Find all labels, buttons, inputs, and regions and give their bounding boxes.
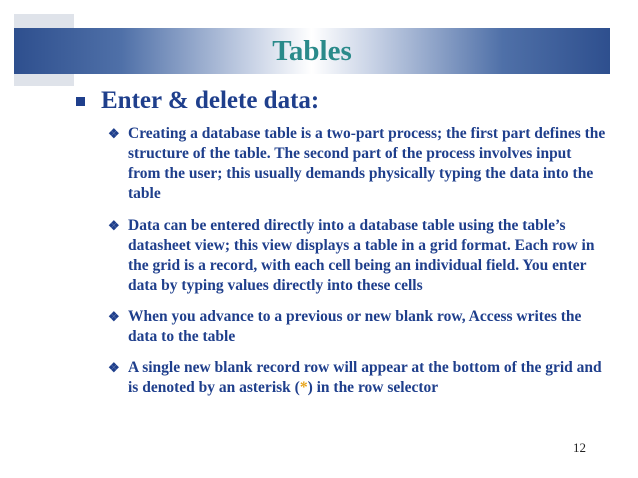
bullet-text-before: A single new blank record row will appear at the bottom of the grid and is denoted by an asterisk ( — [128, 359, 602, 396]
bullet-text: When you advance to a previous or new blank row, Access writes the data to the table — [128, 308, 582, 345]
bullet-item — [106, 124, 606, 204]
diamond-bullet-icon: ❖ — [108, 360, 120, 375]
bullet-item — [106, 358, 606, 398]
page-number: 12 — [573, 440, 586, 455]
bullet-text: Creating a database table is a two-part process; the first part defines the structure of the table. The second part of the process involves input from the user; this usually demands physically typing the data into the table — [128, 125, 606, 202]
bullet-item — [106, 307, 606, 347]
bullet-list — [106, 124, 606, 409]
slide-title: Tables — [272, 35, 352, 67]
diamond-bullet-icon: ❖ — [108, 126, 120, 141]
section-heading — [76, 84, 319, 118]
diamond-bullet-icon: ❖ — [108, 309, 120, 324]
asterisk-symbol: * — [299, 379, 308, 396]
bullet-text: Data can be entered directly into a database table using the table’s datasheet view; this view displays a table in a grid format. Each row in the grid is a record, with each cell being an individual field. You enter data by typing values directly into these cells — [128, 217, 595, 294]
square-bullet-icon — [76, 97, 85, 106]
bullet-text-after: ) in the row selector — [307, 379, 439, 396]
diamond-bullet-icon: ❖ — [108, 218, 120, 233]
bullet-item — [106, 216, 606, 296]
section-heading-text: Enter & delete data: — [101, 87, 320, 114]
